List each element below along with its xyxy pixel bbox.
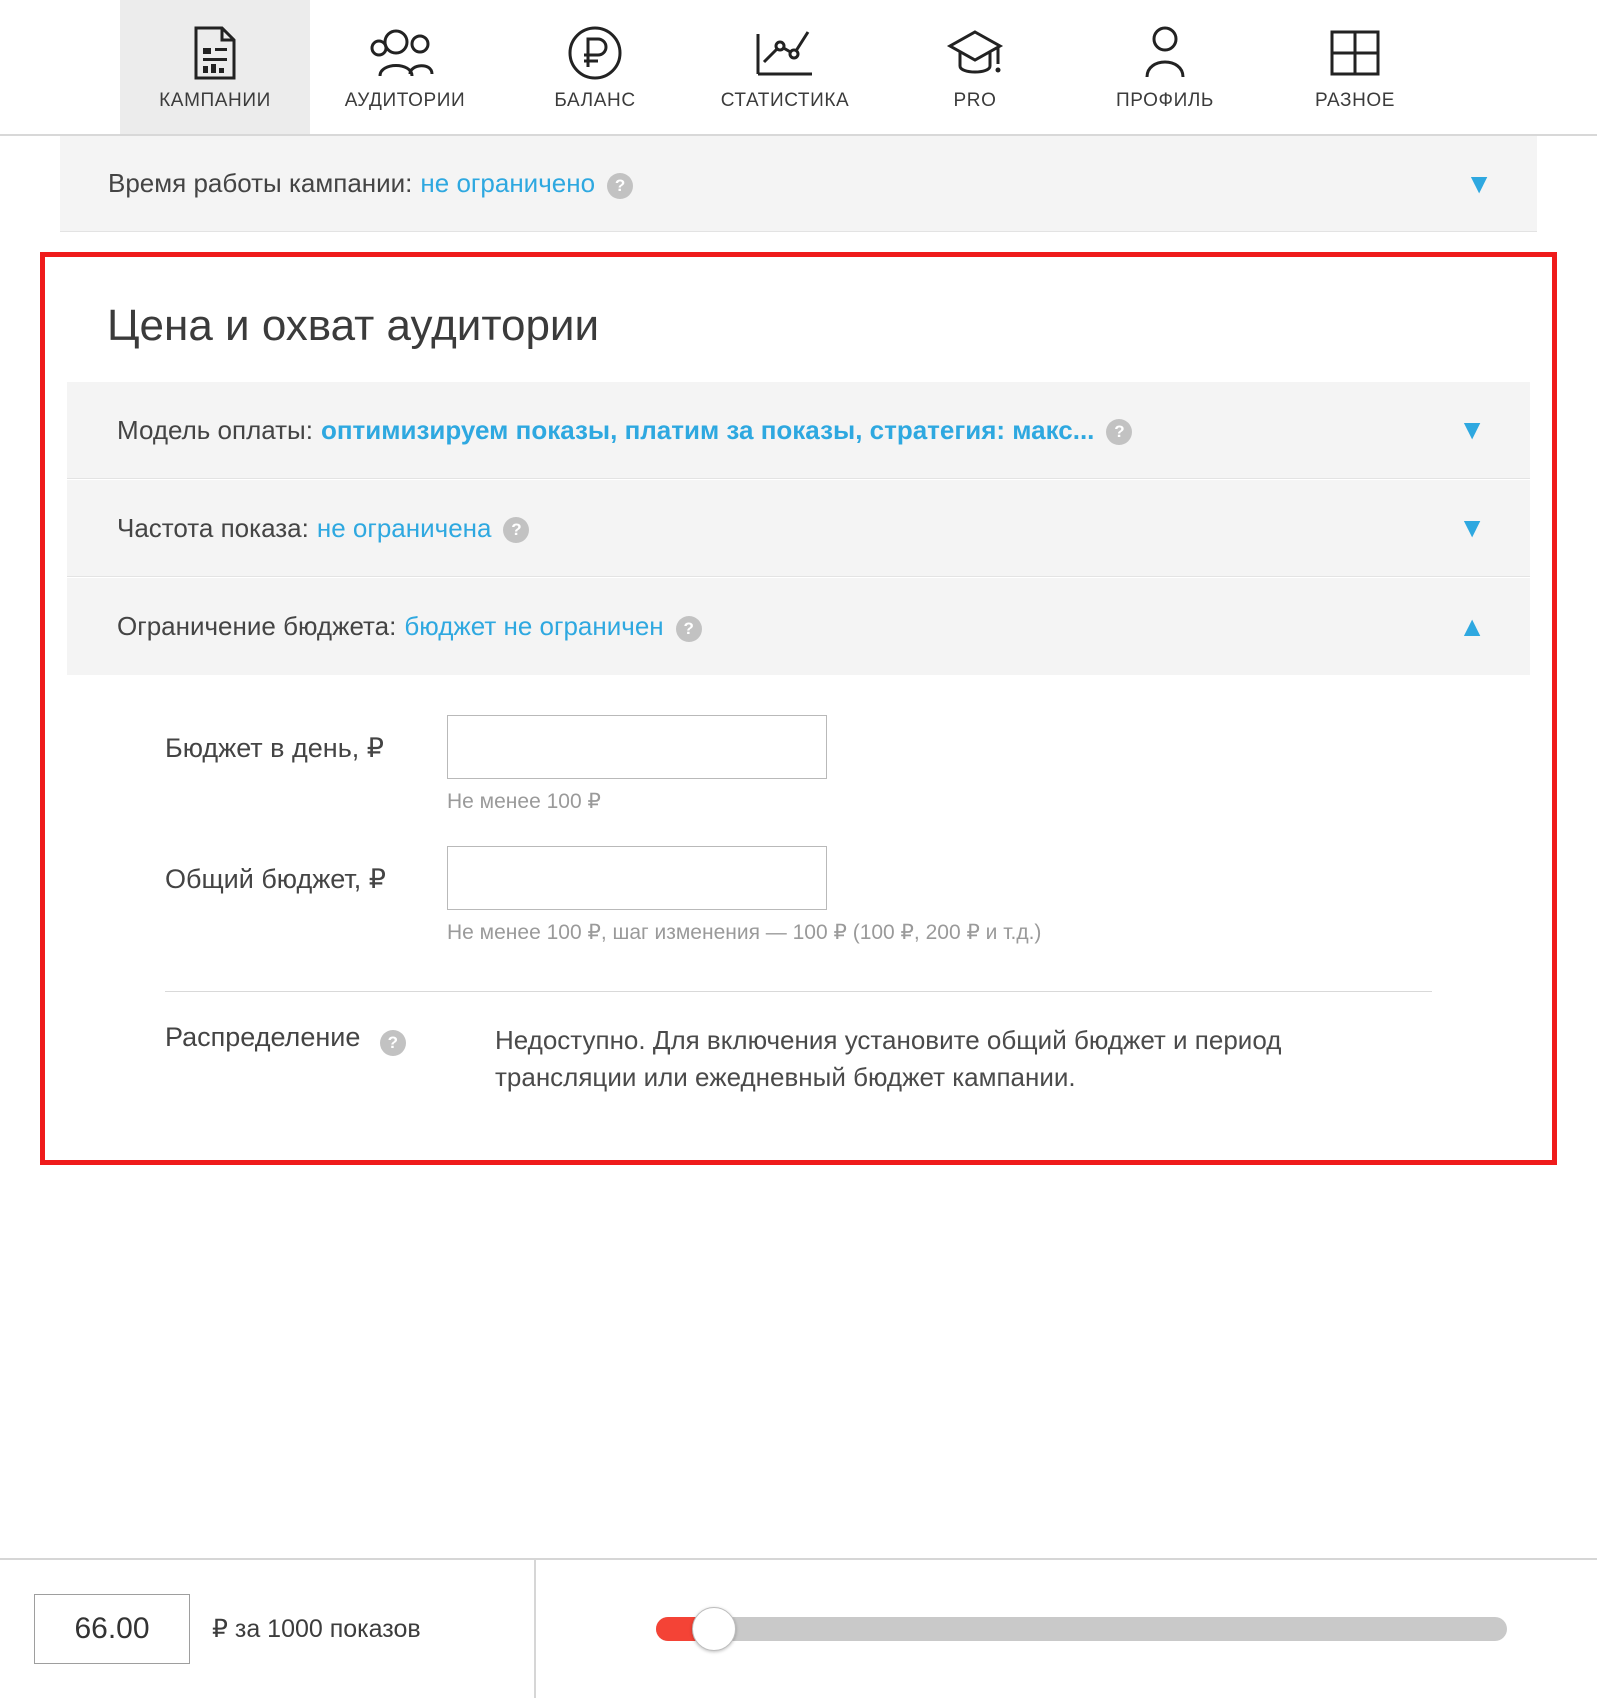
distribution-label: Распределение — [165, 1022, 361, 1052]
payment-model-value[interactable]: оптимизируем показы, платим за показы, стратегия: макс... — [320, 414, 1095, 445]
nav-label-misc: РАЗНОЕ — [1314, 90, 1396, 111]
budget-limit-label: Ограничение бюджета: — [117, 611, 397, 641]
price-slider-handle[interactable] — [692, 1607, 736, 1651]
nav-item-pro[interactable] — [880, 0, 1070, 134]
ruble-icon — [564, 22, 626, 84]
help-icon[interactable]: ? — [676, 616, 702, 642]
frequency-label: Частота показа: — [117, 512, 309, 543]
daily-budget-input[interactable] — [447, 715, 827, 779]
nav-label-profile: ПРОФИЛЬ — [1116, 90, 1214, 111]
distribution-status-text: Недоступно. Для включения установите общий бюджет и период трансляции или ежедневный бюджет кампании. — [495, 1025, 1282, 1092]
nav-item-statistics[interactable] — [690, 0, 880, 134]
cpm-price-caption: ₽ за 1000 показов — [212, 1615, 421, 1643]
help-icon[interactable]: ? — [380, 1030, 406, 1056]
campaign-schedule-value[interactable]: не ограничено — [420, 168, 596, 198]
daily-budget-label: Бюджет в день, ₽ — [165, 733, 384, 763]
chevron-down-icon[interactable]: ▼ — [1465, 167, 1493, 199]
page-title: Цена и охват аудитории — [107, 301, 600, 350]
distribution-row — [117, 1022, 1480, 1122]
nav-label-audiences: АУДИТОРИИ — [344, 90, 466, 111]
nav-label-pro: PRO — [953, 90, 997, 111]
help-icon[interactable]: ? — [607, 173, 633, 199]
frequency-value[interactable]: не ограничена — [316, 512, 492, 543]
nav-item-audiences[interactable] — [310, 0, 500, 134]
campaign-schedule-label: Время работы кампании: — [108, 168, 413, 198]
main-navigation — [0, 0, 1597, 136]
price-settings-panel — [67, 381, 1530, 1132]
campaign-settings-content — [0, 136, 1597, 1165]
help-icon[interactable]: ? — [1106, 419, 1132, 445]
chevron-down-icon[interactable]: ▼ — [1458, 512, 1486, 543]
price-slider-track[interactable] — [656, 1617, 1507, 1641]
total-budget-label: Общий бюджет, ₽ — [165, 864, 386, 894]
nav-label-statistics: СТАТИСТИКА — [720, 90, 850, 111]
campaign-schedule-row[interactable] — [60, 136, 1537, 232]
graduation-cap-icon — [942, 22, 1008, 84]
grid-icon — [1324, 22, 1386, 84]
section-divider — [165, 991, 1432, 992]
total-budget-field-row — [117, 846, 1480, 967]
chevron-up-icon[interactable]: ▲ — [1458, 610, 1486, 642]
document-icon — [188, 22, 242, 84]
cpm-price-input[interactable] — [34, 1594, 190, 1664]
payment-model-row[interactable] — [67, 381, 1530, 479]
total-budget-input[interactable] — [447, 846, 827, 910]
chart-icon — [750, 22, 820, 84]
total-budget-hint: Не менее 100 ₽, шаг изменения — 100 ₽ (100 ₽, 200 ₽ и т.д.) — [447, 921, 1042, 944]
nav-item-balance[interactable] — [500, 0, 690, 134]
chevron-down-icon[interactable]: ▼ — [1458, 414, 1486, 445]
help-icon[interactable]: ? — [503, 517, 529, 543]
nav-label-campaigns: КАМПАНИИ — [159, 90, 271, 111]
daily-budget-field-row — [117, 715, 1480, 836]
price-bottom-bar — [0, 1558, 1597, 1698]
budget-limit-row[interactable] — [67, 577, 1530, 675]
nav-label-balance: БАЛАНС — [554, 90, 636, 111]
payment-model-label: Модель оплаты: — [117, 414, 313, 445]
price-and-reach-section — [40, 252, 1557, 1165]
budget-limit-body — [67, 675, 1530, 1132]
nav-item-profile[interactable] — [1070, 0, 1260, 134]
price-zone — [0, 1560, 536, 1698]
distribution-label-group — [165, 1022, 495, 1054]
nav-item-campaigns[interactable] — [120, 0, 310, 134]
nav-item-misc[interactable] — [1260, 0, 1450, 134]
person-icon — [1137, 22, 1193, 84]
people-icon — [370, 22, 440, 84]
daily-budget-hint: Не менее 100 ₽ — [447, 790, 601, 813]
budget-limit-value[interactable]: бюджет не ограничен — [404, 611, 664, 641]
frequency-row[interactable] — [67, 479, 1530, 577]
price-slider-zone — [536, 1617, 1597, 1641]
